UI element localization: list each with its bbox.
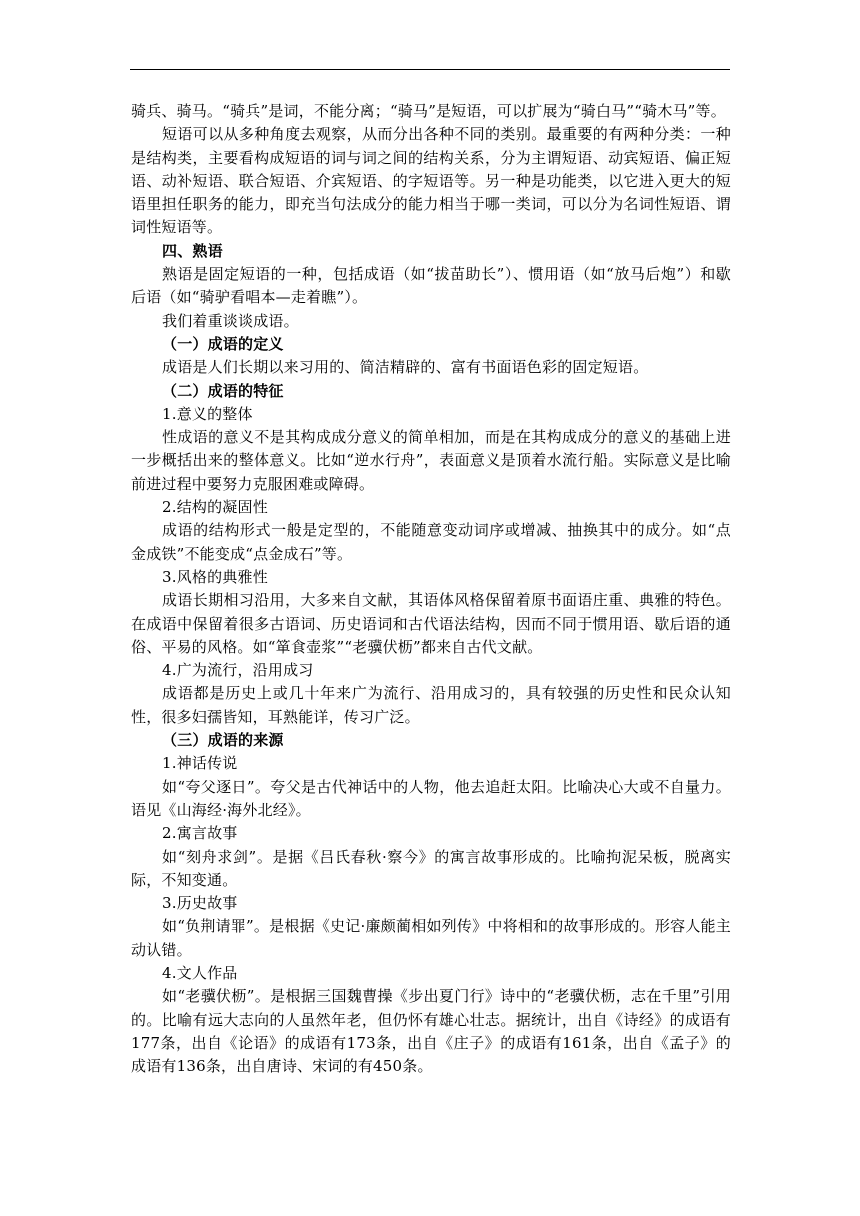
- subsection-heading: 3.历史故事: [162, 894, 238, 913]
- paragraph: 如“夸父逐日”。夸父是古代神话中的人物，他去追赶太阳。比喻决心大或不自量力。语见《山海经·海外北经》。: [131, 777, 731, 819]
- paragraph: 如“老骥伏枥”。是根据三国魏曹操《步出夏门行》诗中的“老骥伏枥，志在千里”引用的。比喻有远大志向的人虽然年老，但仍怀有雄心壮志。据统计，出自《诗经》的成语有177条，出自《论语》的成语有173条，出自《庄子》的成语有161条，出自《孟子》的成语有136条，出自唐诗、宋词的有450条。: [131, 987, 731, 1076]
- paragraph: 如“负荆请罪”。是根据《史记·廉颇蔺相如列传》中将相和的故事形成的。形容人能主动认错。: [131, 917, 731, 959]
- document-body: [131, 100, 731, 1078]
- subsection-heading: 3.风格的典雅性: [162, 567, 268, 586]
- paragraph: 成语都是历史上或几十年来广为流行、沿用成习的，具有较强的历史性和民众认知性，很多妇孺皆知，耳熟能详，传习广泛。: [131, 684, 731, 726]
- paragraph: 成语的结构形式一般是定型的，不能随意变动词序或增减、抽换其中的成分。如“点金成铁”不能变成“点金成石”等。: [131, 521, 731, 563]
- section-heading: （二）成语的特征: [162, 381, 284, 400]
- subsection-heading: 1.意义的整体: [162, 404, 253, 423]
- paragraph: 成语长期相习沿用，大多来自文献，其语体风格保留着原书面语庄重、典雅的特色。在成语中保留着很多古语词、历史语词和古代语法结构，因而不同于惯用语、歇后语的通俗、平易的风格。如“箪食壶浆”“老骥伏枥”都来自古代文献。: [131, 591, 731, 656]
- subsection-heading: 1.神话传说: [162, 754, 238, 773]
- paragraph: 如“刻舟求剑”。是据《吕氏春秋·察今》的寓言故事形成的。比喻拘泥呆板，脱离实际，不知变通。: [131, 847, 731, 889]
- subsection-heading: 4.广为流行，沿用成习: [162, 661, 314, 680]
- section-heading: （三）成语的来源: [162, 731, 284, 750]
- paragraph: 我们着重谈谈成语。: [162, 311, 299, 330]
- subsection-heading: 2.结构的凝固性: [162, 498, 268, 517]
- paragraph: 性成语的意义不是其构成成分意义的简单相加，而是在其构成成分的意义的基础上进一步概括出来的整体意义。比如“逆水行舟”，表面意义是顶着水流行船。实际意义是比喻前进过程中要努力克服困难或障碍。: [131, 428, 731, 493]
- section-heading: 四、熟语: [162, 241, 223, 260]
- paragraph: 短语可以从多种角度去观察，从而分出各种不同的类别。最重要的有两种分类：一种是结构类，主要看构成短语的词与词之间的结构关系，分为主谓短语、动宾短语、偏正短语、动补短语、联合短语、介宾短语、的字短语等。另一种是功能类，以它进入更大的短语里担任职务的能力，即充当句法成分的能力相当于哪一类词，可以分为名词性短语、谓词性短语等。: [131, 125, 731, 237]
- paragraph: 熟语是固定短语的一种，包括成语（如“拔苗助长”）、惯用语（如“放马后炮”）和歇后语（如“骑驴看唱本—走着瞧”）。: [131, 265, 731, 307]
- section-heading: （一）成语的定义: [162, 334, 284, 353]
- paragraph: 骑兵、骑马。“骑兵”是词，不能分离；“骑马”是短语，可以扩展为“骑白马”“骑木马”等。: [131, 102, 726, 120]
- header-rule: [130, 69, 730, 70]
- paragraph: 成语是人们长期以来习用的、简洁精辟的、富有书面语色彩的固定短语。: [162, 358, 649, 377]
- subsection-heading: 2.寓言故事: [162, 824, 238, 843]
- subsection-heading: 4.文人作品: [162, 963, 238, 982]
